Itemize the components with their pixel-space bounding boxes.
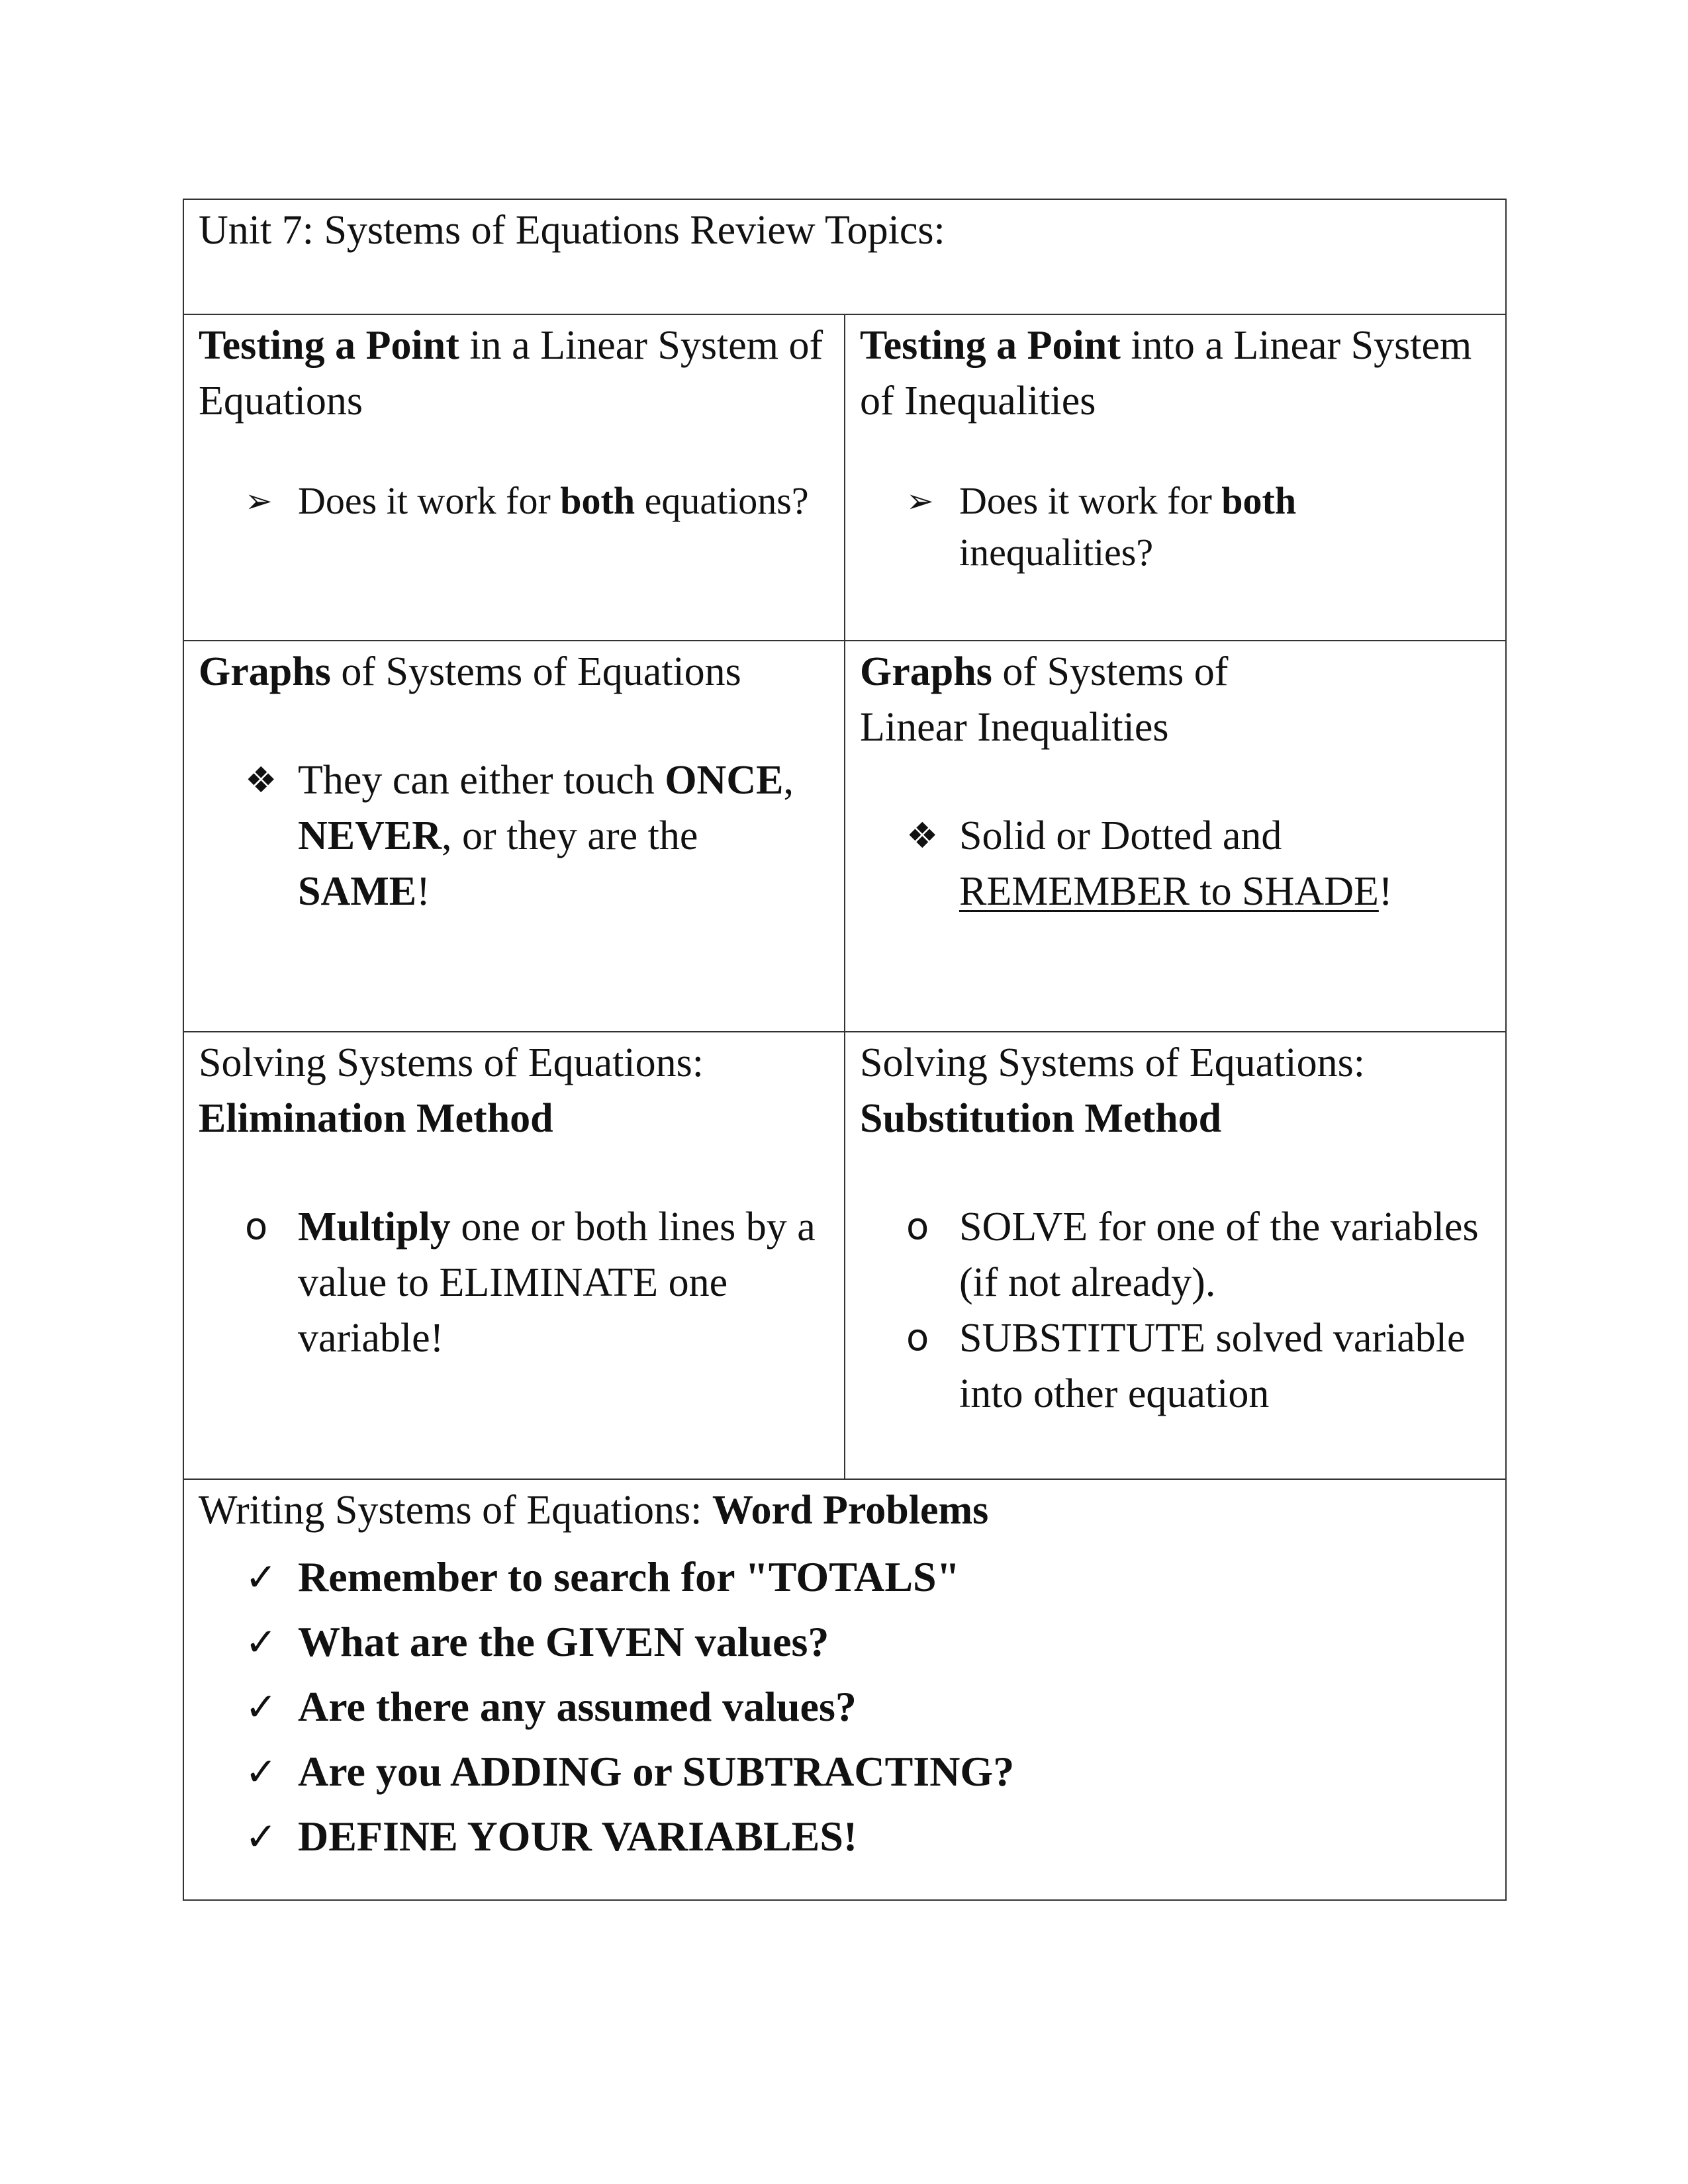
word-problems-cell [183, 1479, 1506, 1900]
heading-text: Writing Systems of Equations: [199, 1488, 712, 1533]
testing-point-row [183, 314, 1506, 641]
substitution-cell [845, 1032, 1506, 1479]
testing-point-inequalities-list [860, 475, 1491, 578]
checklist-text: Remember to search for "TOTALS" [298, 1553, 961, 1600]
checklist-text: Are you ADDING or SUBTRACTING? [298, 1748, 1015, 1795]
heading-bold-text: Substitution Method [860, 1096, 1222, 1141]
word-problems-checklist [199, 1545, 1491, 1869]
bullet-bold-text: Multiply [298, 1205, 451, 1250]
check-icon: ✓ [245, 1555, 277, 1600]
testing-point-equations-list [199, 475, 829, 527]
bullet-text: , [783, 758, 794, 803]
heading-bold-text: Testing a Point [199, 323, 459, 368]
diamond-bullet-icon: ❖ [245, 759, 277, 801]
elimination-cell [183, 1032, 845, 1479]
check-icon: ✓ [245, 1814, 277, 1859]
graphs-equations-list [199, 752, 829, 919]
testing-point-inequalities-heading [860, 318, 1491, 429]
graphs-equations-heading [199, 644, 829, 700]
bullet-underlined-text: REMEMBER to SHADE [959, 869, 1379, 914]
testing-point-equations-cell [183, 314, 845, 641]
heading-bold-text: Word Problems [712, 1488, 989, 1533]
bullet-text: SUBSTITUTE solved variable into other equation [959, 1316, 1466, 1416]
substitution-heading [860, 1035, 1491, 1146]
testing-point-equations-heading [199, 318, 829, 429]
graphs-inequalities-cell [845, 641, 1506, 1032]
word-problems-row [183, 1479, 1506, 1900]
heading-text: Solving Systems of Equations: [199, 1040, 704, 1085]
circle-bullet-icon: o [245, 1205, 268, 1248]
bullet-text: ! [416, 869, 430, 914]
bullet-text: SOLVE for one of the variables (if not already). [959, 1205, 1479, 1305]
elimination-list [199, 1199, 829, 1366]
bullet-text: inequalities? [959, 531, 1154, 574]
heading-bold-text: Graphs [199, 649, 331, 694]
heading-text: Linear Inequalities [860, 705, 1169, 750]
list-item [860, 475, 1491, 578]
list-item [199, 1199, 829, 1366]
bullet-text: Does it work for [298, 479, 561, 522]
list-item [199, 1739, 1491, 1804]
graphs-inequalities-list [860, 808, 1491, 919]
heading-bold-text: Testing a Point [860, 323, 1121, 368]
list-item [860, 1199, 1491, 1310]
solving-row [183, 1032, 1506, 1479]
bullet-text: They can either touch [298, 758, 665, 803]
heading-bold-text: Elimination Method [199, 1096, 553, 1141]
heading-text: of Systems of [992, 649, 1229, 694]
bullet-bold-text: ONCE [665, 758, 784, 803]
bullet-bold-text: both [560, 479, 635, 522]
word-problems-heading [199, 1482, 1491, 1538]
circle-bullet-icon: o [906, 1316, 929, 1359]
bullet-bold-text: both [1221, 479, 1297, 522]
list-item [199, 1804, 1491, 1869]
bullet-text: one or both lines by a value to ELIMINATE one variable! [298, 1205, 816, 1361]
list-item [199, 752, 829, 919]
arrow-bullet-icon: ➢ [906, 482, 934, 520]
checklist-text: DEFINE YOUR VARIABLES! [298, 1813, 858, 1860]
diamond-bullet-icon: ❖ [906, 815, 939, 856]
bullet-text: ! [1378, 869, 1393, 914]
checklist-text: Are there any assumed values? [298, 1683, 857, 1730]
bullet-text: Solid or Dotted and [959, 813, 1282, 858]
title-row [183, 199, 1506, 314]
check-icon: ✓ [245, 1749, 277, 1794]
list-item [860, 808, 1491, 919]
graphs-inequalities-heading [860, 644, 1491, 755]
bullet-text: equations? [635, 479, 809, 522]
title-cell [183, 199, 1506, 314]
heading-bold-text: Graphs [860, 649, 992, 694]
substitution-list [860, 1199, 1491, 1422]
bullet-bold-text: SAME [298, 869, 417, 914]
graphs-equations-cell [183, 641, 845, 1032]
list-item [199, 1545, 1491, 1610]
checklist-text: What are the GIVEN values? [298, 1618, 829, 1665]
elimination-heading [199, 1035, 829, 1146]
heading-text: in a Linear System of Equations [199, 323, 823, 424]
bullet-bold-text: NEVER [298, 813, 442, 858]
graphs-row [183, 641, 1506, 1032]
review-topics-table [183, 199, 1507, 1901]
arrow-bullet-icon: ➢ [245, 482, 273, 520]
circle-bullet-icon: o [906, 1205, 929, 1248]
heading-text: Solving Systems of Equations: [860, 1040, 1365, 1085]
list-item [860, 1310, 1491, 1422]
list-item [199, 1674, 1491, 1739]
page-title: Unit 7: Systems of Equations Review Topics: [199, 208, 945, 253]
check-icon: ✓ [245, 1619, 277, 1664]
bullet-text: Does it work for [959, 479, 1222, 522]
heading-text: of Systems of Equations [330, 649, 741, 694]
heading-text: into a Linear System of Inequalities [860, 323, 1472, 424]
list-item [199, 1610, 1491, 1674]
list-item [199, 475, 829, 527]
bullet-text: , or they are the [442, 813, 698, 858]
testing-point-inequalities-cell [845, 314, 1506, 641]
check-icon: ✓ [245, 1684, 277, 1729]
